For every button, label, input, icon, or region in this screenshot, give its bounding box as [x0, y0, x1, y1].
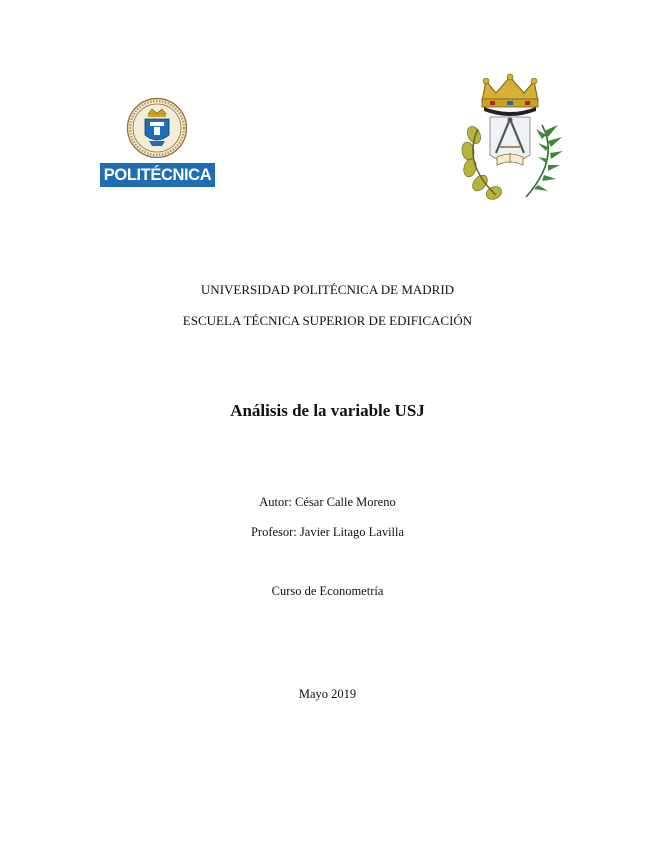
course-line: Curso de Econometría — [271, 584, 384, 598]
upm-logo — [100, 96, 215, 188]
arch-compass-emblem-icon — [456, 73, 564, 203]
author-line: Autor: César Calle Moreno — [259, 495, 396, 509]
upm-banner: POLITÉCNICA — [100, 163, 215, 187]
school-name: ESCUELA TÉCNICA SUPERIOR DE EDIFICACIÓN — [182, 313, 473, 328]
document-title: Análisis de la variable USJ — [230, 401, 425, 420]
university-name: UNIVERSIDAD POLITÉCNICA DE MADRID — [200, 282, 455, 297]
professor-line: Profesor: Javier Litago Lavilla — [250, 525, 405, 539]
upm-seal-icon — [126, 97, 188, 159]
date-line: Mayo 2019 — [298, 687, 357, 701]
